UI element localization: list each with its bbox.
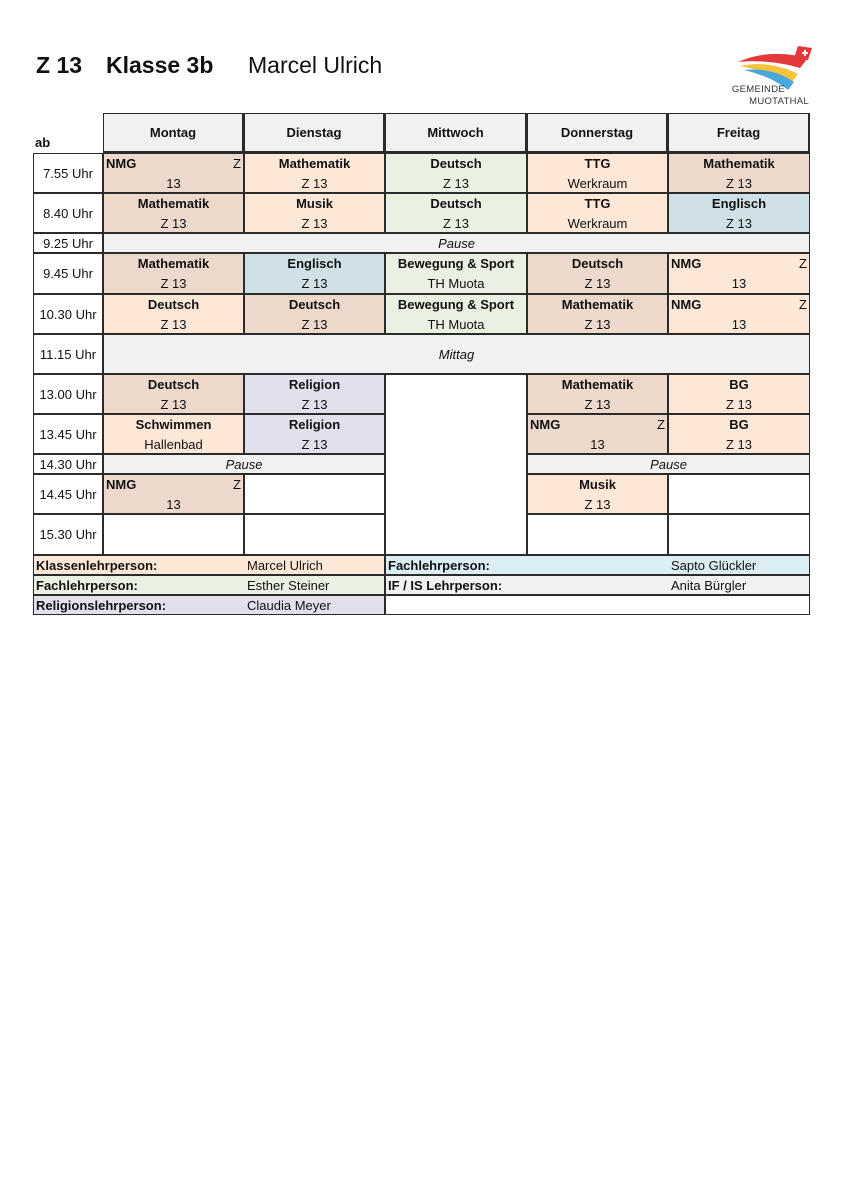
room: Z 13: [301, 216, 328, 231]
subject: NMG: [671, 256, 702, 271]
lesson-cell[interactable]: [244, 414, 385, 454]
lesson-cell[interactable]: [527, 474, 668, 514]
lesson-cell[interactable]: [103, 153, 244, 193]
break-pause: Pause: [103, 454, 385, 474]
subject: NMG: [106, 477, 137, 492]
lesson-cell[interactable]: [103, 374, 244, 414]
room: 13: [166, 497, 181, 512]
footer-empty: [385, 595, 810, 615]
time-slot: 11.15 Uhr: [33, 334, 103, 374]
subject: Deutsch: [430, 156, 482, 171]
lesson-cell[interactable]: [668, 294, 810, 334]
lesson-cell[interactable]: [385, 294, 527, 334]
lesson-cell[interactable]: [244, 193, 385, 233]
time-slot: 9.25 Uhr: [33, 233, 103, 253]
day-header-montag: Montag: [103, 113, 244, 153]
subject: Deutsch: [288, 297, 341, 312]
footer-subject-teacher-2: [33, 575, 385, 595]
day-header-mittwoch: Mittwoch: [385, 113, 527, 153]
empty-cell: [244, 474, 385, 514]
lesson-cell[interactable]: [527, 374, 668, 414]
lesson-cell[interactable]: [244, 294, 385, 334]
subject: Mathematik: [137, 196, 210, 211]
footer-value: Claudia Meyer: [247, 597, 331, 613]
subject: Deutsch: [571, 256, 624, 271]
subject: Musik: [579, 477, 616, 492]
footer-key: Klassenlehrperson:: [36, 557, 158, 573]
room: Werkraum: [567, 176, 628, 191]
empty-cell-mittwoch-afternoon: [385, 374, 527, 555]
time-slot: 14.30 Uhr: [33, 454, 103, 474]
footer-key: Fachlehrperson:: [36, 577, 138, 593]
footer-key: Fachlehrperson:: [388, 557, 490, 573]
room-extra: Z: [799, 297, 807, 312]
lesson-cell[interactable]: [103, 414, 244, 454]
empty-cell: [244, 514, 385, 555]
lesson-cell[interactable]: [244, 253, 385, 294]
room: Z 13: [301, 176, 328, 191]
lesson-cell[interactable]: [244, 153, 385, 193]
subject: Mathematik: [703, 156, 775, 171]
subject: Musik: [296, 196, 333, 211]
subject: TTG: [584, 156, 611, 171]
footer-if-is-teacher: [385, 575, 810, 595]
room: Werkraum: [567, 216, 628, 231]
room-extra: Z: [799, 256, 807, 271]
room: Z 13: [442, 216, 469, 231]
empty-cell: [527, 514, 668, 555]
subject: NMG: [106, 156, 137, 171]
time-slot: 7.55 Uhr: [33, 153, 103, 193]
room-extra: Z: [233, 477, 241, 492]
empty-cell: [103, 514, 244, 555]
day-header-freitag: Freitag: [668, 113, 810, 153]
footer-key: Religionslehrperson:: [36, 597, 167, 613]
room: Z 13: [725, 176, 752, 191]
footer-value: Sapto Glückler: [671, 557, 757, 573]
subject: NMG: [671, 297, 702, 312]
room: Z 13: [160, 397, 187, 412]
room-extra: Z: [233, 156, 241, 171]
room: Z 13: [160, 317, 187, 332]
time-slot: 9.45 Uhr: [33, 253, 103, 294]
room: 13: [590, 437, 605, 452]
subject: Religion: [288, 377, 341, 392]
lesson-cell[interactable]: [103, 253, 244, 294]
subject: Englisch: [711, 196, 767, 211]
subject: Deutsch: [147, 297, 200, 312]
footer-value: Marcel Ulrich: [247, 557, 323, 573]
empty-cell: [668, 474, 810, 514]
logo-text-1: GEMEINDE: [731, 84, 785, 95]
lesson-cell[interactable]: [668, 414, 810, 454]
room: Z 13: [442, 176, 469, 191]
subject: Deutsch: [147, 377, 200, 392]
room-label: Z 13: [36, 52, 83, 78]
time-slot: 10.30 Uhr: [33, 294, 103, 334]
room: Z 13: [160, 216, 187, 231]
time-slot: 13.00 Uhr: [33, 374, 103, 414]
logo-text-2: MUOTATHAL: [749, 96, 809, 107]
room: 13: [731, 276, 747, 291]
lesson-cell[interactable]: [668, 153, 810, 193]
lesson-cell[interactable]: [385, 253, 527, 294]
subject: Deutsch: [430, 196, 482, 211]
lesson-cell[interactable]: [527, 414, 668, 454]
footer-religion-teacher: [33, 595, 385, 615]
footer-value: Anita Bürgler: [671, 577, 747, 593]
time-slot: 8.40 Uhr: [33, 193, 103, 233]
subject: BG: [729, 417, 749, 432]
subject: Bewegung & Sport: [397, 297, 515, 312]
subject: Bewegung & Sport: [397, 256, 515, 271]
room: TH Muota: [427, 276, 485, 291]
lesson-cell[interactable]: [103, 474, 244, 514]
municipality-logo: [700, 44, 815, 110]
break-mittag: Mittag: [103, 334, 810, 374]
subject: Mathematik: [561, 377, 634, 392]
subject: Religion: [288, 417, 341, 432]
break-pause: Pause: [527, 454, 810, 474]
room: Z 13: [725, 437, 752, 452]
subject: Mathematik: [561, 297, 634, 312]
subject: Mathematik: [137, 256, 210, 271]
footer-subject-teacher: [385, 555, 810, 575]
lesson-cell[interactable]: [244, 374, 385, 414]
room: Z 13: [584, 397, 611, 412]
time-slot: 15.30 Uhr: [33, 514, 103, 555]
room: Z 13: [584, 497, 611, 512]
room: Z 13: [725, 216, 752, 231]
time-slot: 14.45 Uhr: [33, 474, 103, 514]
lesson-cell[interactable]: [668, 253, 810, 294]
lesson-cell[interactable]: [527, 153, 668, 193]
room: Z 13: [160, 276, 187, 291]
lesson-cell[interactable]: [527, 193, 668, 233]
class-label: Klasse 3b: [106, 52, 214, 78]
room-extra: Z: [657, 417, 665, 432]
lesson-cell[interactable]: [103, 294, 244, 334]
room: Z 13: [584, 317, 611, 332]
lesson-cell[interactable]: [385, 193, 527, 233]
subject: Schwimmen: [135, 417, 212, 432]
footer-key: IF / IS Lehrperson:: [388, 577, 503, 593]
room: Z 13: [301, 276, 328, 291]
day-header-dienstag: Dienstag: [244, 113, 385, 153]
room: Z 13: [584, 276, 611, 291]
teacher-name: Marcel Ulrich: [248, 52, 383, 78]
lesson-cell[interactable]: [527, 294, 668, 334]
subject: Englisch: [287, 256, 342, 271]
footer-class-teacher: [33, 555, 385, 575]
room: 13: [166, 176, 181, 191]
time-slot: 13.45 Uhr: [33, 414, 103, 454]
corner-label: ab: [35, 135, 51, 150]
subject: NMG: [530, 417, 561, 432]
lesson-cell[interactable]: [385, 153, 527, 193]
room: Z 13: [301, 317, 328, 332]
footer-value: Esther Steiner: [247, 577, 330, 593]
room: Z 13: [301, 397, 328, 412]
subject: TTG: [584, 196, 611, 211]
subject: Mathematik: [278, 156, 351, 171]
room: TH Muota: [427, 317, 485, 332]
room: 13: [731, 317, 747, 332]
room: Z 13: [725, 397, 752, 412]
room: Hallenbad: [144, 437, 203, 452]
subject: BG: [729, 377, 749, 392]
lesson-cell[interactable]: [103, 193, 244, 233]
lesson-cell[interactable]: [668, 193, 810, 233]
lesson-cell[interactable]: [668, 374, 810, 414]
room: Z 13: [301, 437, 328, 452]
lesson-cell[interactable]: [527, 253, 668, 294]
break-pause: Pause: [103, 233, 810, 253]
day-header-donnerstag: Donnerstag: [527, 113, 668, 153]
empty-cell: [668, 514, 810, 555]
